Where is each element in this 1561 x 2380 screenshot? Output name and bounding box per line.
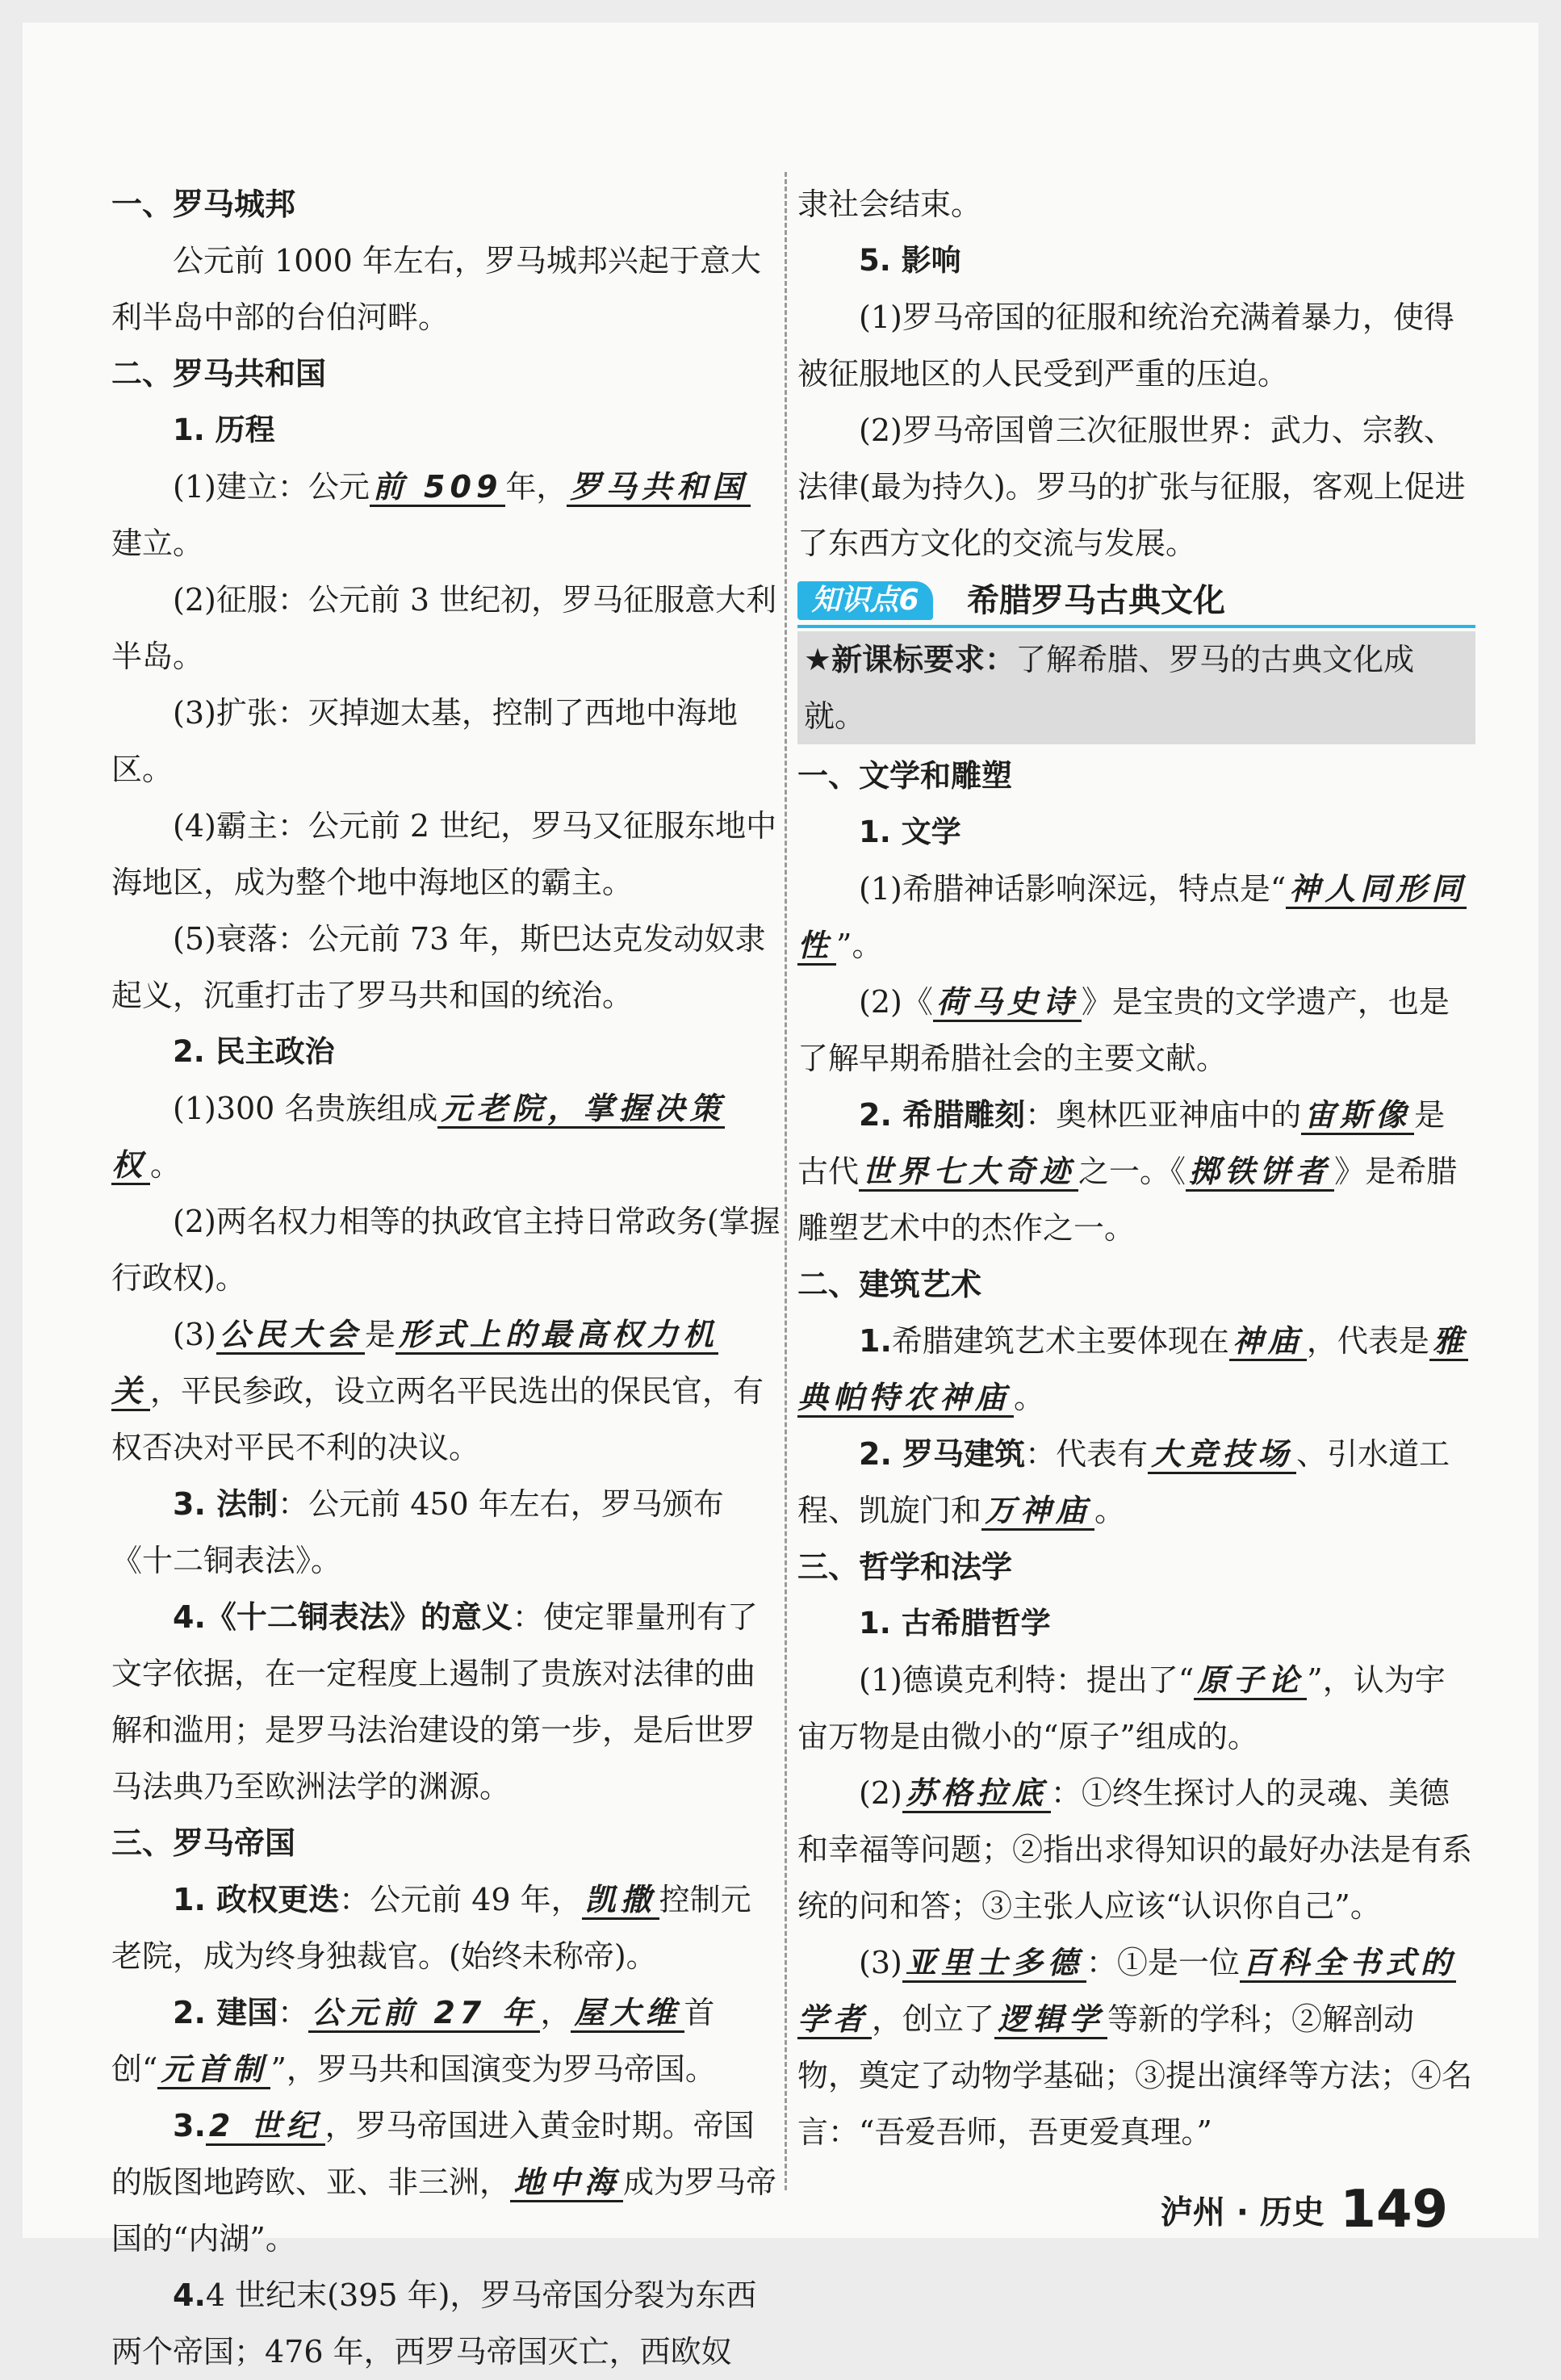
text: ：公元前 49 年， — [339, 1882, 582, 1917]
paragraph: (5)衰落：公元前 73 年，斯巴达克发动奴隶起义，沉重打击了罗马共和国的统治。 — [111, 921, 766, 1013]
paragraph — [111, 2097, 781, 2267]
footer-label: 泸州 · 历史 — [1160, 2194, 1325, 2231]
left-column — [111, 176, 781, 2380]
knowledge-point-banner — [797, 576, 1475, 628]
text: 希腊建筑艺术主要体现在 — [891, 1323, 1229, 1359]
text: ，平民参政，设立两名平民选出的保民官，有权否决对平民不利的决议。 — [111, 1373, 764, 1465]
text: ，创立了 — [872, 2001, 995, 2037]
text: 、引水道工程、凯旋门和 — [797, 1436, 1450, 1528]
paragraph: (2)征服：公元前 3 世纪初，罗马征服意大利半岛。 — [111, 582, 777, 674]
text: 之一。《 — [1078, 1154, 1186, 1189]
text: (3) — [173, 1317, 216, 1352]
section-title-architecture: 二、建筑艺术 — [797, 1267, 982, 1302]
section-title-philosophy-law: 三、哲学和法学 — [797, 1549, 1013, 1585]
paragraph: (2)罗马帝国曾三次征服世界：武力、宗教、法律(最为持久)。罗马的扩张与征服，客观上促进了东西方文化的交流与发展。 — [797, 413, 1466, 561]
subheading-history: 1. 历程 — [173, 413, 275, 447]
paragraph — [111, 1984, 781, 2097]
text: 了解希腊、罗马的古典文化成就。 — [804, 642, 1415, 734]
paragraph: (4)霸主：公元前 2 世纪，罗马又征服东地中海地区，成为整个地中海地区的霸主。 — [111, 808, 777, 900]
section-title-roman-empire: 三、罗马帝国 — [111, 1825, 296, 1861]
section-title-roman-city-state: 一、罗马城邦 — [111, 186, 296, 222]
paragraph — [111, 1306, 781, 1476]
paragraph — [111, 1871, 781, 1984]
paragraph — [111, 1080, 781, 1193]
paragraph: (2)两名权力相等的执政官主持日常政务(掌握行政权)。 — [111, 1204, 780, 1296]
curriculum-requirement — [797, 631, 1475, 744]
answer-fill: 屋大维 — [571, 1995, 684, 2033]
section-title-literature-sculpture: 一、文学和雕塑 — [797, 758, 1013, 794]
inline-heading: 2. 建国 — [173, 1995, 278, 2030]
paragraph: (3)扩张：灭掉迦太基，控制了西地中海地区。 — [111, 695, 738, 787]
subheading-literature: 1. 文学 — [859, 815, 961, 849]
text: 》是希腊雕塑艺术中的杰作之一。 — [797, 1154, 1458, 1246]
text: ：奥林匹亚神庙中的 — [1025, 1097, 1302, 1133]
text: ”，认为宇宙万物是由微小的“原子”组成的。 — [797, 1662, 1446, 1754]
answer-fill: 万神庙 — [981, 1493, 1094, 1531]
paragraph — [797, 1765, 1475, 1934]
paragraph — [797, 1426, 1475, 1539]
paragraph — [797, 861, 1475, 974]
text: 。 — [150, 1147, 182, 1183]
answer-fill: 神庙 — [1229, 1323, 1307, 1361]
answer-fill: 苏格拉底 — [902, 1775, 1051, 1813]
text: ：代表有 — [1025, 1436, 1149, 1472]
inline-heading: 3. 法制 — [173, 1486, 278, 1522]
subheading-greek-philosophy: 1. 古希腊哲学 — [859, 1606, 1051, 1640]
answer-fill: 公元前 27 年 — [308, 1995, 540, 2033]
answer-fill: 2 世纪 — [206, 2108, 325, 2146]
answer-fill: 形式上的最高权力机关 — [111, 1317, 718, 1411]
page — [23, 23, 1538, 2370]
text: ：①是一位 — [1086, 1945, 1240, 1980]
text: (2)《 — [859, 984, 933, 1020]
text: 4 世纪末(395 年)，罗马帝国分裂为东西两个帝国；476 年，西罗马帝国灭亡，西欧奴 — [111, 2277, 757, 2370]
text: 年， — [505, 469, 567, 505]
knowledge-point-title: 希腊罗马古典文化 — [967, 582, 1225, 619]
text: 成为罗马帝国的“内湖”。 — [111, 2164, 777, 2256]
inline-heading: 4.《十二铜表法》的意义 — [173, 1599, 513, 1635]
paragraph — [797, 974, 1475, 1087]
inline-heading: 2. 罗马建筑 — [859, 1436, 1026, 1472]
answer-fill: 地中海 — [510, 2164, 623, 2202]
section-title-roman-republic: 二、罗马共和国 — [111, 356, 327, 392]
answer-fill: 雅典帕特农神庙 — [797, 1323, 1468, 1418]
text: ： — [278, 1995, 309, 2030]
paragraph — [111, 2267, 781, 2380]
text: 建立。 — [111, 526, 204, 561]
text: ，罗马帝国进入黄金时期。帝国的版图地跨欧、亚、非三洲， — [111, 2108, 755, 2200]
paragraph — [111, 1589, 781, 1815]
text: 。 — [1014, 1380, 1045, 1415]
answer-fill: 掷铁饼者 — [1186, 1154, 1334, 1192]
column-divider — [785, 172, 787, 2190]
inline-heading: 2. 希腊雕刻 — [859, 1097, 1026, 1133]
page-number: 149 — [1340, 2180, 1448, 2240]
answer-fill: 元老院，掌握决策权 — [111, 1091, 725, 1185]
paragraph: 公元前 1000 年左右，罗马城邦兴起于意大利半岛中部的台伯河畔。 — [111, 243, 761, 335]
answer-fill: 元首制 — [157, 2051, 270, 2089]
answer-fill: 逻辑学 — [994, 2001, 1107, 2039]
paragraph — [797, 1934, 1475, 2160]
text: ”，罗马共和国演变为罗马帝国。 — [270, 2051, 716, 2087]
subheading-influence: 5. 影响 — [859, 243, 961, 278]
paragraph — [797, 1087, 1475, 1256]
text: ：①终生探讨人的灵魂、美德和幸福等问题；②指出求得知识的最好办法是有系统的问和答；③主张人应该“认识你自己”。 — [797, 1775, 1473, 1924]
answer-fill: 荷马史诗 — [933, 984, 1082, 1022]
text: (1)德谟克利特：提出了“ — [859, 1662, 1195, 1698]
paragraph — [797, 1313, 1475, 1426]
text: 首创“ — [111, 1995, 715, 2087]
answer-fill: 罗马共和国 — [567, 469, 751, 507]
inline-heading: 3. — [173, 2108, 206, 2143]
text: (1)300 名贵族组成 — [173, 1091, 438, 1126]
paragraph-continuation: 隶社会结束。 — [797, 186, 982, 222]
text: ：公元前 450 年左右，罗马颁布《十二铜表法》。 — [111, 1486, 724, 1578]
answer-fill: 亚里士多德 — [902, 1945, 1086, 1983]
text: 。 — [1094, 1493, 1126, 1528]
paragraph — [797, 1652, 1475, 1765]
text: 是 — [364, 1317, 395, 1352]
right-column — [797, 176, 1475, 2160]
subheading-democracy: 2. 民主政治 — [173, 1034, 335, 1069]
inline-heading: 1. — [859, 1323, 892, 1359]
text: 》是宝贵的文学遗产，也是了解早期希腊社会的主要文献。 — [797, 984, 1450, 1076]
answer-fill: 百科全书式的学者 — [797, 1945, 1456, 2039]
paragraph — [111, 459, 781, 572]
text: ，代表是 — [1306, 1323, 1429, 1359]
answer-fill: 神人同形同性 — [797, 871, 1467, 966]
text: 等新的学科；②解剖动物，奠定了动物学基础；③提出演绎等方法；④名言：“吾爱吾师，吾更爱真理。” — [797, 2001, 1473, 2150]
answer-fill: 公民大会 — [216, 1317, 365, 1355]
text: ”。 — [836, 928, 883, 963]
answer-fill: 原子论 — [1194, 1662, 1307, 1700]
text: ：使定罪量刑有了文字依据，在一定程度上遏制了贵族对法律的曲解和滥用；是罗马法治建设的第一步，是后世罗马法典乃至欧洲法学的渊源。 — [111, 1599, 758, 1804]
answer-fill: 世界七大奇迹 — [859, 1154, 1078, 1192]
inline-heading: 4. — [173, 2277, 206, 2313]
answer-fill: 前 509 — [370, 469, 506, 507]
text: (3) — [859, 1945, 902, 1980]
answer-fill: 宙斯像 — [1301, 1097, 1414, 1135]
text: (1)希腊神话影响深远，特点是“ — [859, 871, 1287, 907]
text: (1)建立：公元 — [173, 469, 370, 505]
text: 控制元老院，成为终身独裁官。(始终未称帝)。 — [111, 1882, 751, 1974]
text: ， — [540, 1995, 571, 2030]
requirement-label: ★新课标要求： — [804, 642, 1016, 677]
answer-fill: 大竞技场 — [1148, 1436, 1296, 1474]
paragraph: (1)罗马帝国的征服和统治充满着暴力，使得被征服地区的人民受到严重的压迫。 — [797, 300, 1454, 392]
knowledge-point-tag: 知识点6 — [797, 581, 933, 620]
text: (2) — [859, 1775, 902, 1811]
page-footer — [1161, 2180, 1448, 2240]
paragraph — [111, 1476, 781, 1589]
answer-fill: 凯撒 — [582, 1882, 659, 1920]
inline-heading: 1. 政权更迭 — [173, 1882, 340, 1917]
text: 是古代 — [797, 1097, 1446, 1189]
